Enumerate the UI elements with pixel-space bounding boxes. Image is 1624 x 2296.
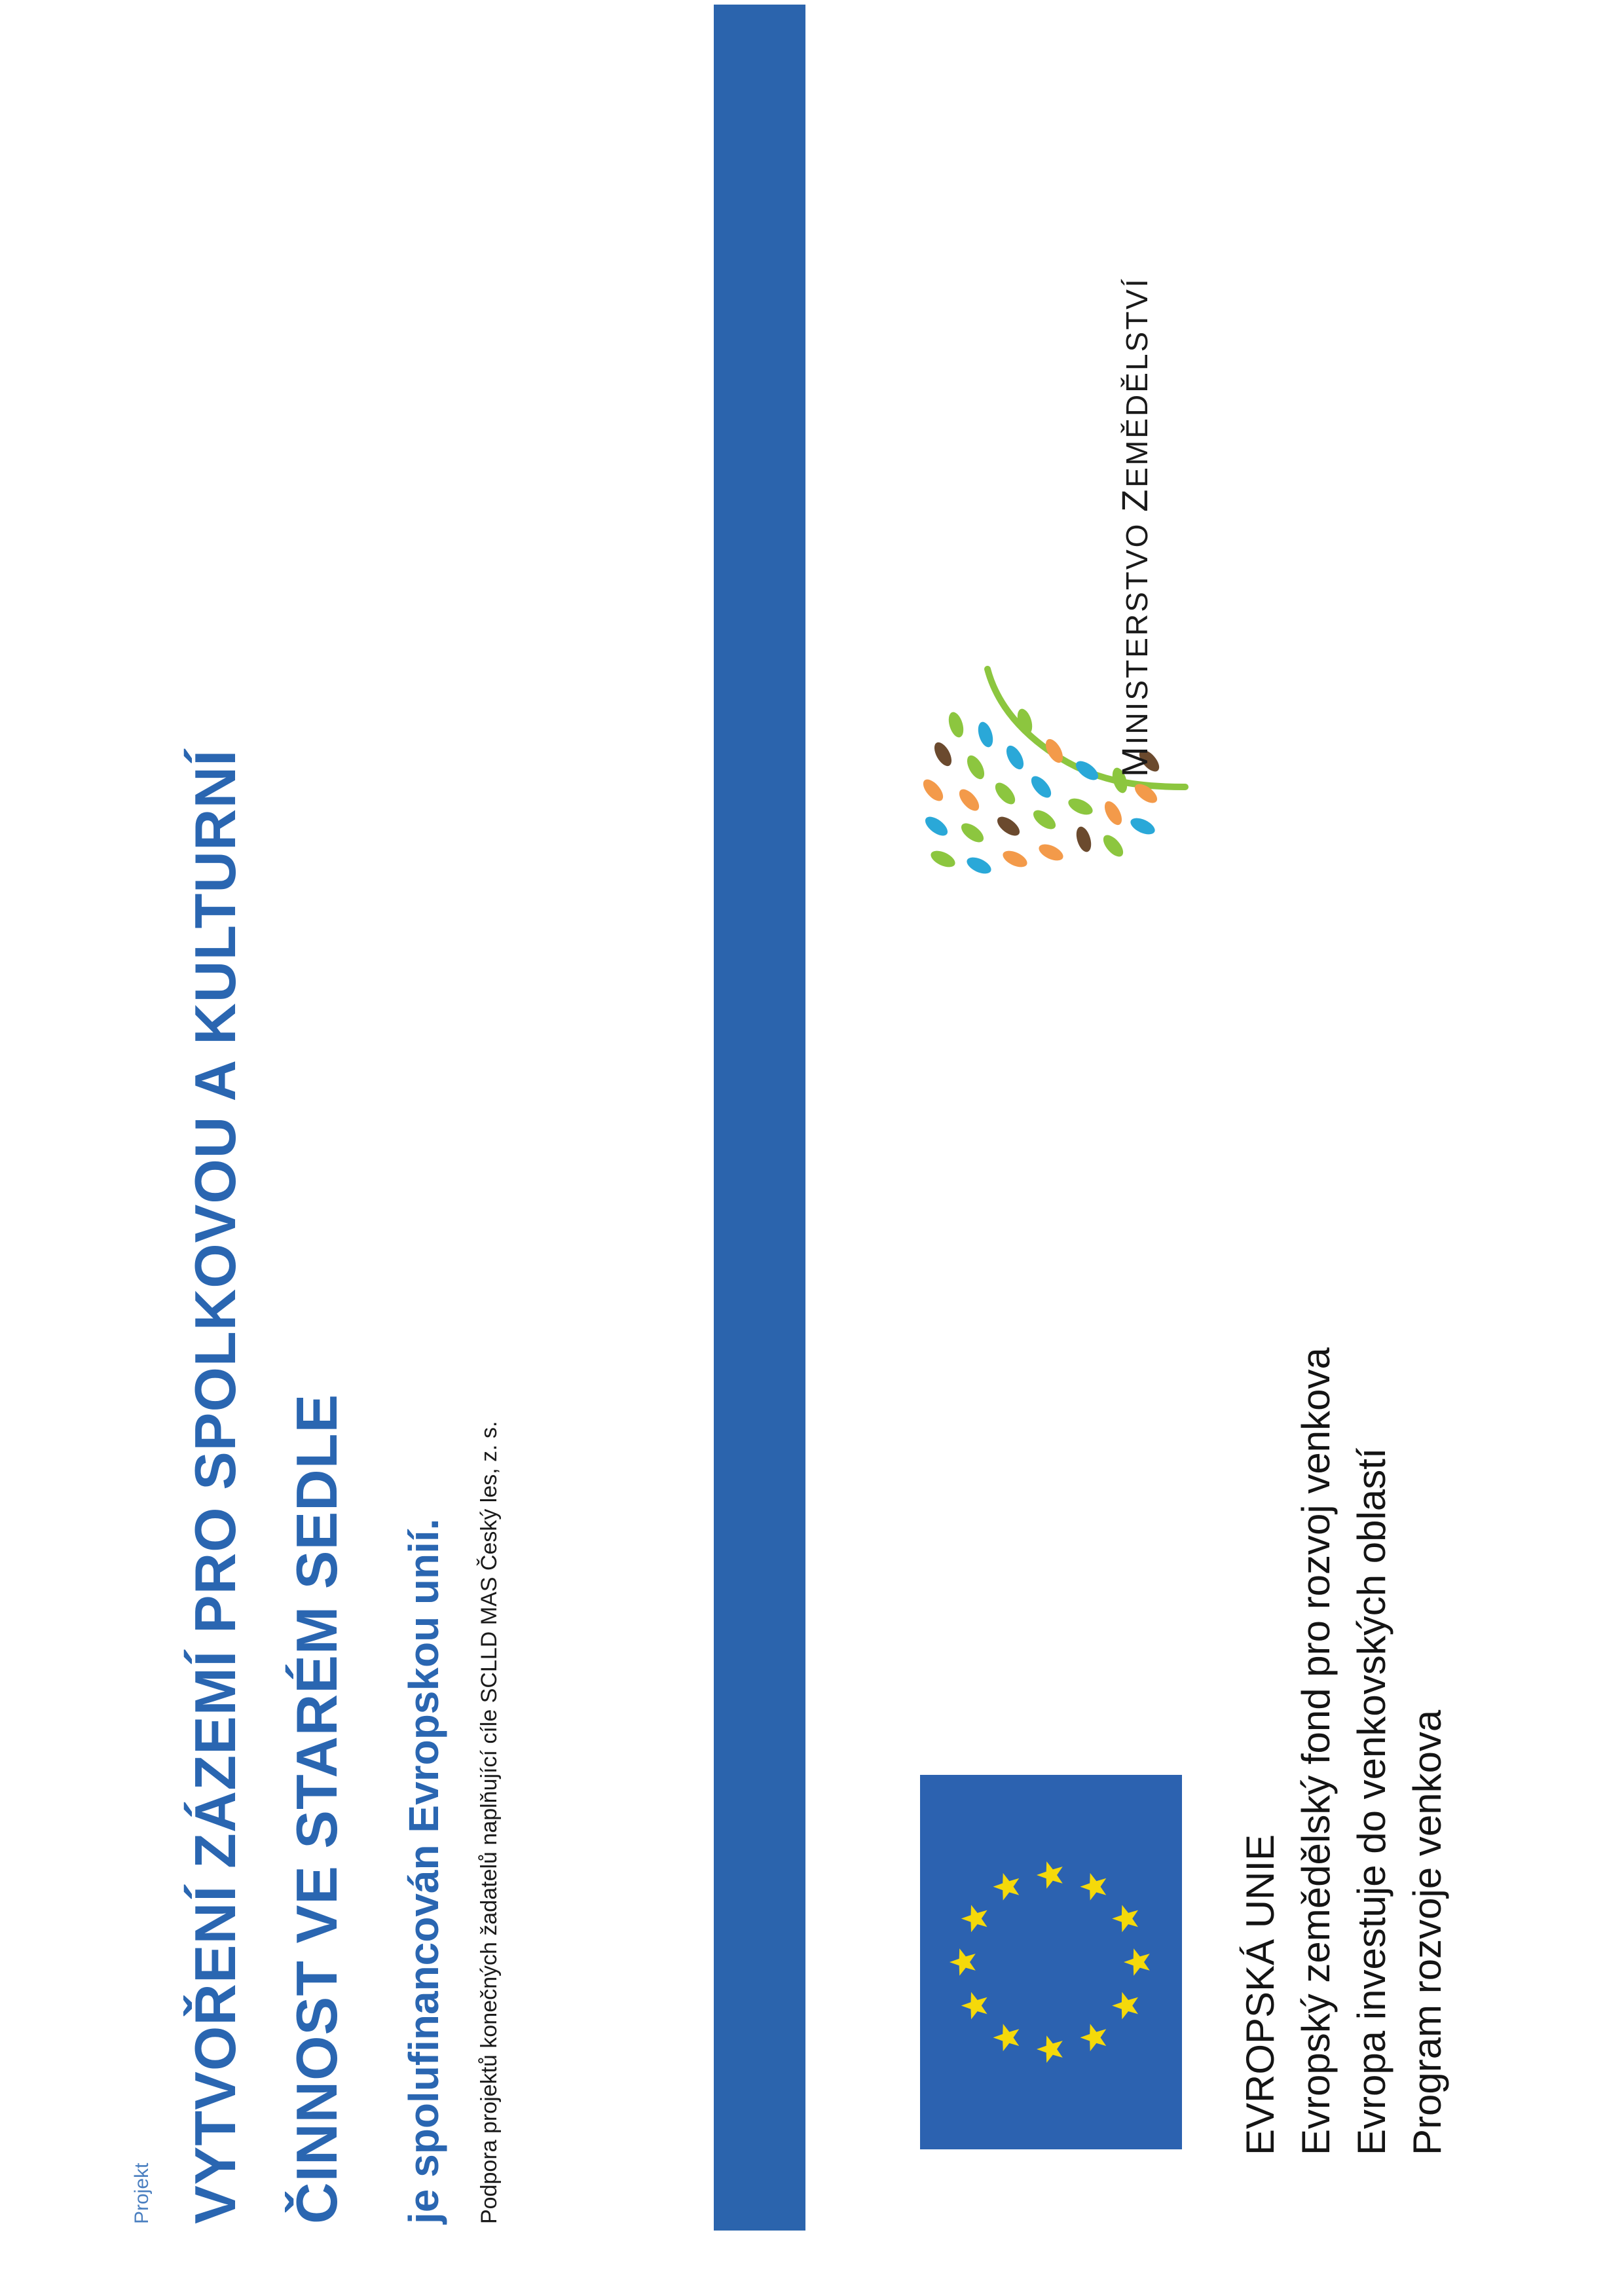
leaf-icon (922, 813, 951, 839)
leaf-icon (955, 786, 982, 814)
eu-fund-name: Evropský zemědělský fond pro rozvoj venkova (1294, 1347, 1338, 2155)
ministry-name-initial-m: M (1114, 744, 1155, 777)
leaf-icon (958, 820, 987, 846)
leaf-icon (1037, 841, 1066, 864)
project-title-line-1: VYTVOŘENÍ ZÁZEMÍ PRO SPOLKOVOU A KULTURNÍ (183, 749, 248, 2224)
leaf-icon (1027, 773, 1054, 801)
ministry-name-initial-z: Z (1114, 487, 1155, 512)
leaf-icon (1003, 743, 1027, 773)
leaf-icon (1128, 814, 1158, 837)
support-statement: Podpora projektů konečných žadatelů naplňující cíle SCLLD MAS Český les, z. s. (477, 1421, 502, 2224)
ministry-name-part-1: INISTERSTVO (1120, 511, 1154, 745)
eu-name: EVROPSKÁ UNIE (1238, 1834, 1282, 2155)
eu-slogan: Evropa investuje do venkovských oblastí (1350, 1448, 1393, 2155)
leaf-icon (994, 813, 1023, 839)
project-label: Projekt (131, 2162, 153, 2224)
ministry-name-part-2: EMĚDĚLSTVÍ (1120, 277, 1154, 488)
cofinanced-statement: je spolufinancován Evropskou unií. (400, 1518, 447, 2224)
ministry-name (1113, 277, 1156, 777)
program-name: Program rozvoje venkova (1405, 1709, 1449, 2155)
leaf-icon (946, 710, 967, 739)
leaf-icon (976, 720, 996, 749)
eu-flag-icon (920, 1775, 1182, 2149)
blue-divider-band (714, 5, 805, 2231)
leaf-icon (1001, 847, 1030, 870)
leaf-icon (919, 776, 946, 804)
leaf-icon (929, 847, 958, 870)
project-title-line-2: ČINNOST VE STARÉM SEDLE (284, 1393, 349, 2224)
leaf-icon (931, 740, 955, 769)
leaf-icon (991, 779, 1018, 807)
leaf-icon (1066, 795, 1096, 818)
leaf-icon (1074, 825, 1094, 854)
leaf-icon (1101, 799, 1126, 828)
leaf-icon (965, 854, 994, 877)
leaf-icon (1099, 831, 1126, 860)
leaf-icon (964, 753, 988, 782)
leaf-icon (1030, 807, 1059, 833)
